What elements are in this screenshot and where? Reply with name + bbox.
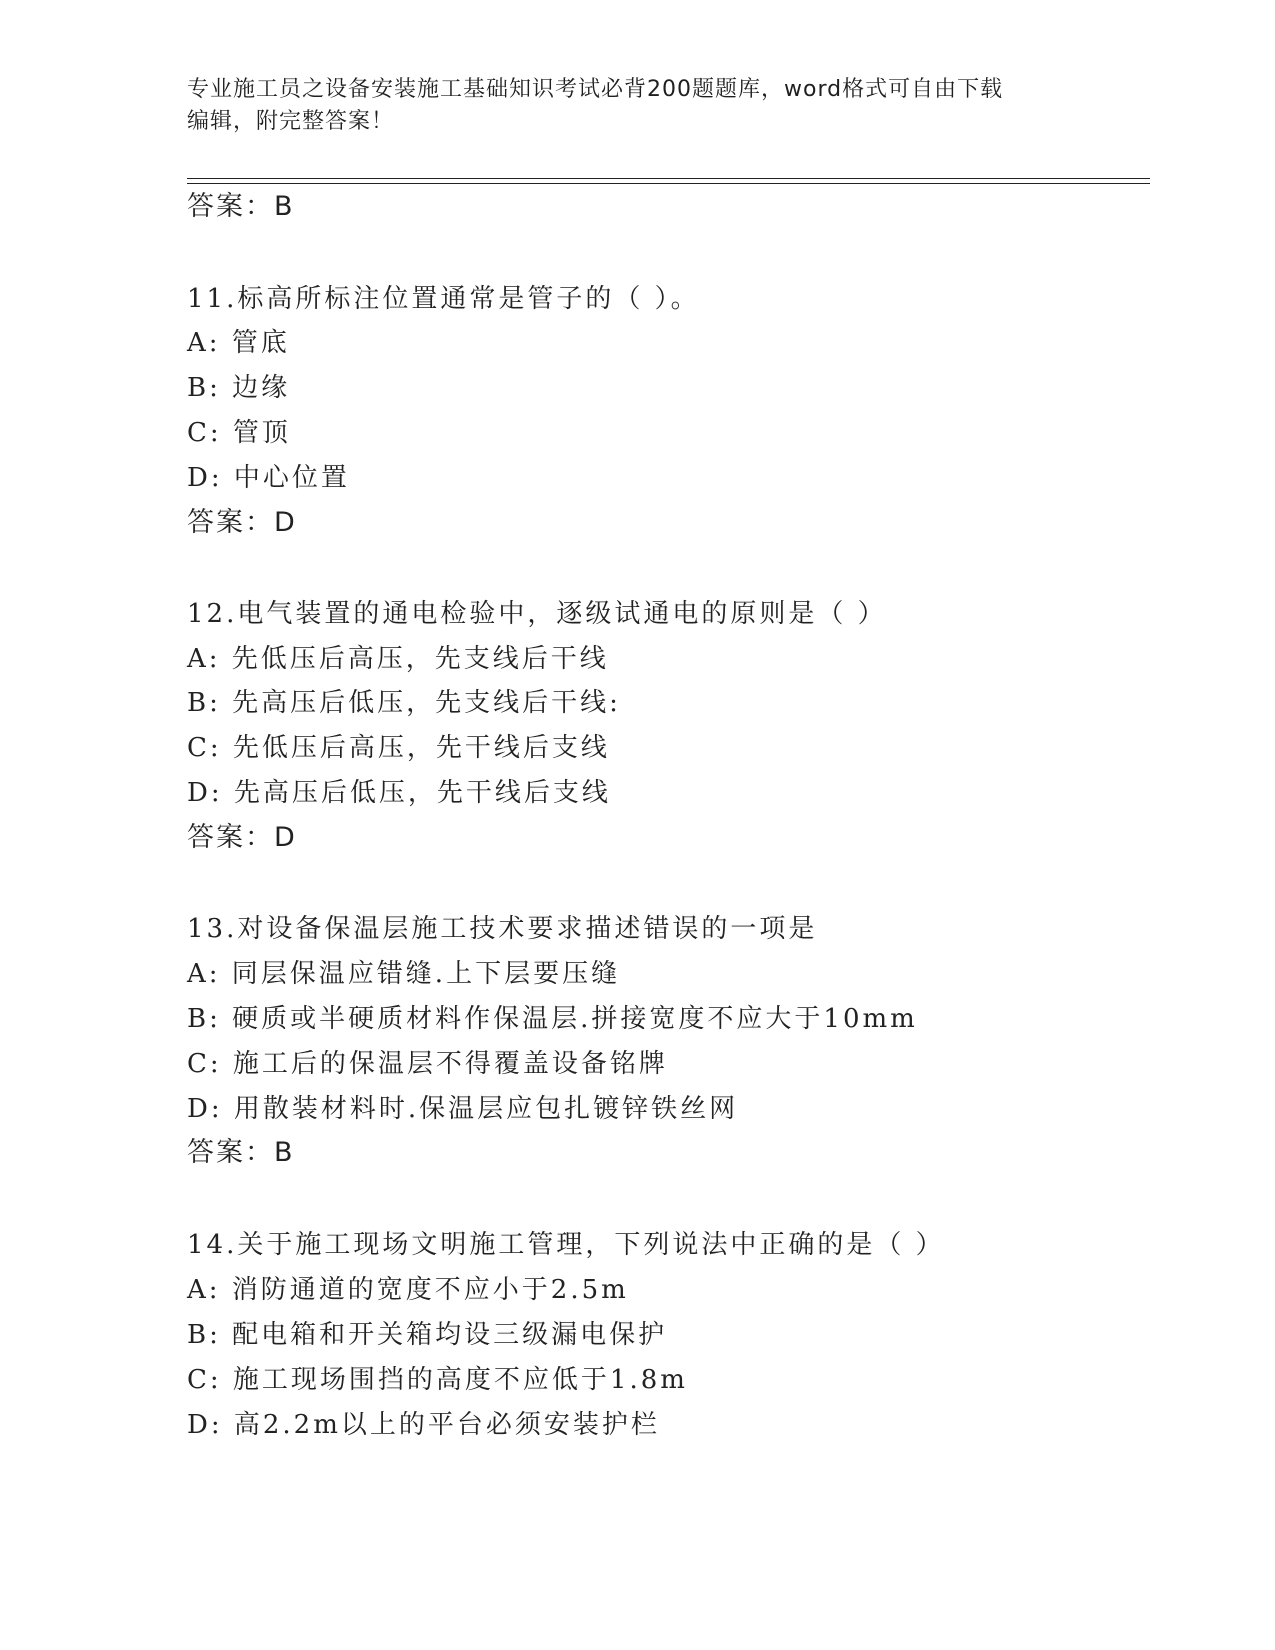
question-12-option-b: B: 先高压后低压，先支线后干线: xyxy=(187,688,621,718)
header-line-2: 编辑，附完整答案！ xyxy=(187,109,395,134)
question-11-option-d: D: 中心位置 xyxy=(187,463,350,493)
answer-q12: 答案：D xyxy=(187,822,297,853)
question-11-option-c: C: 管顶 xyxy=(187,418,291,448)
question-12-option-c: C: 先低压后高压，先干线后支线 xyxy=(187,733,610,763)
header-divider-bottom xyxy=(187,183,1150,184)
question-12-stem: 12.电气装置的通电检验中，逐级试通电的原则是（ ） xyxy=(187,599,887,629)
question-14-option-a: A: 消防通道的宽度不应小于2.5m xyxy=(187,1275,629,1305)
question-13-stem: 13.对设备保温层施工技术要求描述错误的一项是 xyxy=(187,914,818,944)
question-11-option-b: B: 边缘 xyxy=(187,373,291,403)
question-14-stem: 14.关于施工现场文明施工管理，下列说法中正确的是（ ） xyxy=(187,1230,945,1260)
answer-q10: 答案：B xyxy=(187,191,295,222)
question-14-option-b: B: 配电箱和开关箱均设三级漏电保护 xyxy=(187,1320,668,1350)
question-13-option-b: B: 硬质或半硬质材料作保温层.拼接宽度不应大于10mm xyxy=(187,1004,918,1034)
question-12-option-a: A: 先低压后高压，先支线后干线 xyxy=(187,644,609,674)
question-11-stem: 11.标高所标注位置通常是管子的（ ）。 xyxy=(187,284,700,314)
header-line-1: 专业施工员之设备安装施工基础知识考试必背200题题库，word格式可自由下载 xyxy=(187,77,1004,102)
question-13-option-a: A: 同层保温应错缝.上下层要压缝 xyxy=(187,959,621,989)
answer-q13: 答案：B xyxy=(187,1137,295,1168)
question-12-option-d: D: 先高压后低压，先干线后支线 xyxy=(187,778,611,808)
document-header xyxy=(187,74,1087,138)
question-13-option-c: C: 施工后的保温层不得覆盖设备铭牌 xyxy=(187,1049,668,1079)
question-11-option-a: A: 管底 xyxy=(187,328,290,358)
question-14-option-d: D: 高2.2m以上的平台必须安装护栏 xyxy=(187,1410,660,1440)
question-13-option-d: D: 用散装材料时.保温层应包扎镀锌铁丝网 xyxy=(187,1094,739,1124)
answer-q11: 答案：D xyxy=(187,507,297,538)
question-14-option-c: C: 施工现场围挡的高度不应低于1.8m xyxy=(187,1365,688,1395)
header-divider-top xyxy=(187,178,1150,179)
